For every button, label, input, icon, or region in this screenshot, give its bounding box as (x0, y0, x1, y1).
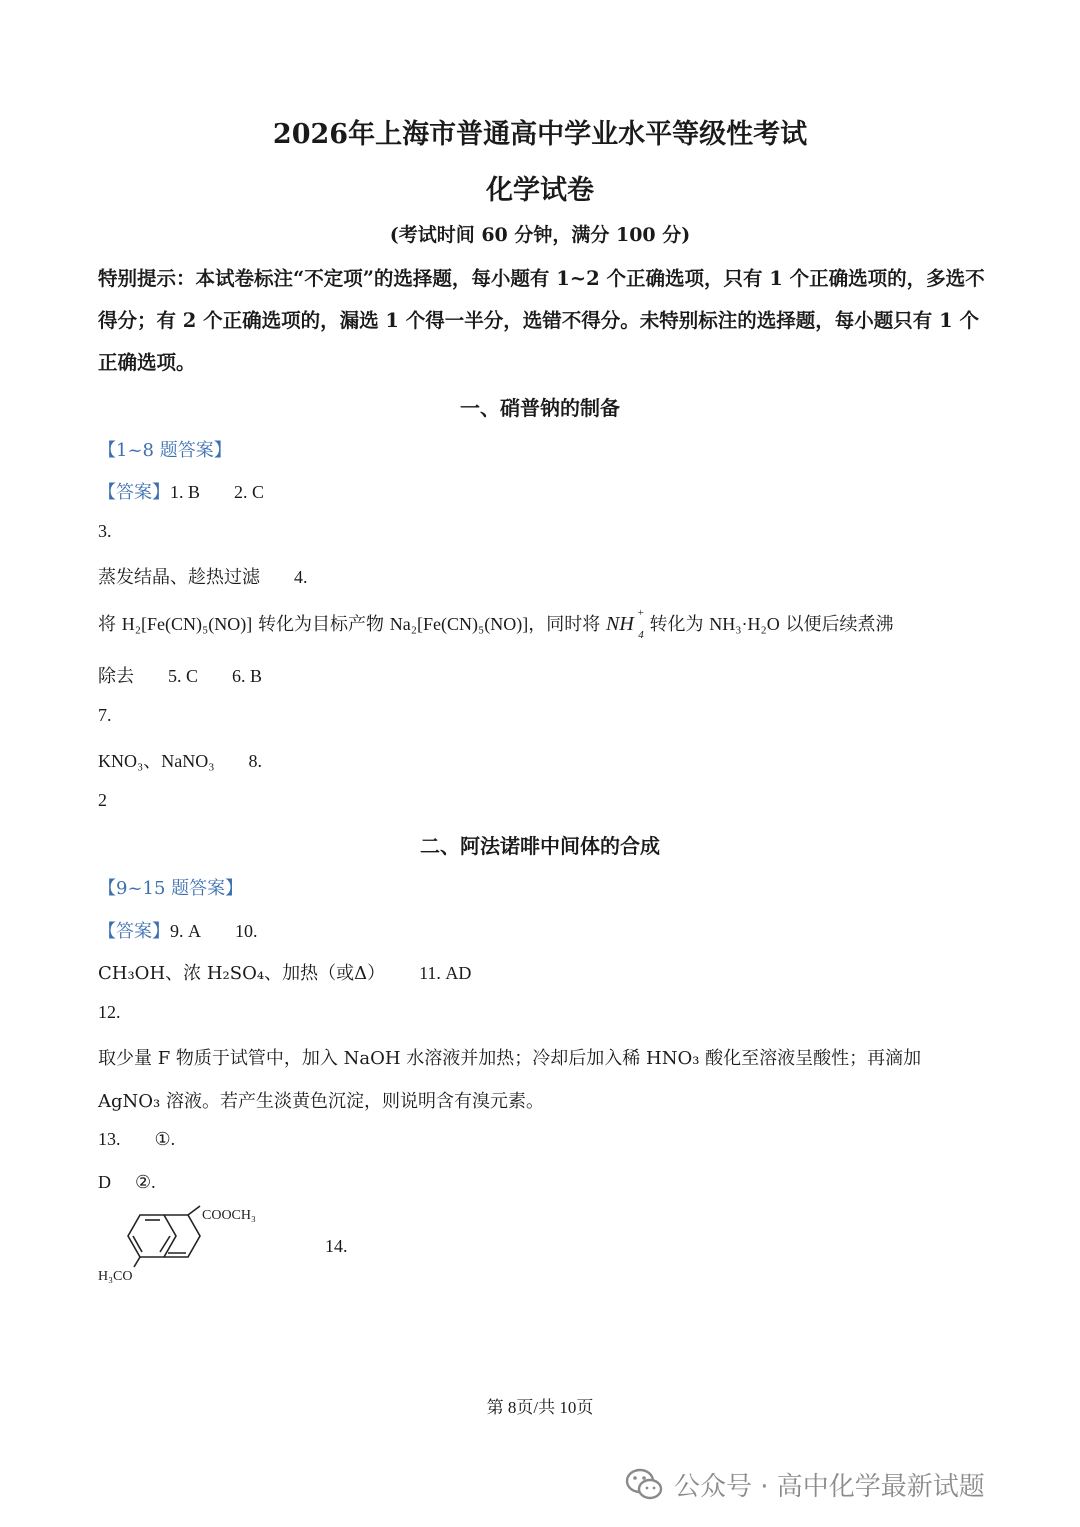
question-13-sub1: ①. (154, 1129, 176, 1149)
answer-label: 【答案】 (98, 482, 170, 502)
question-12: 12. (98, 1002, 121, 1022)
answer-line-7-8 (98, 747, 262, 773)
answer-line-4-6 (98, 662, 262, 688)
answer-4-part4: 转化为 (649, 614, 704, 635)
answer-12-line1: 取少量 F 物质于试管中，加入 NaOH 水溶液并加热；冷却后加入稀 HNO₃ 酸化至溶液呈酸性；再滴加 (98, 1048, 922, 1069)
section2-heading: 二、阿法诺啡中间体的合成 (420, 834, 660, 858)
answer-13-line (98, 1172, 156, 1193)
page-subtitle: 化学试卷 (486, 175, 594, 206)
question-10: 10. (235, 921, 258, 941)
question-14: 14. (325, 1236, 348, 1256)
question-13-line (98, 1129, 175, 1150)
answer-11: 11. AD (419, 963, 472, 983)
answer-12-line2: AgNO₃ 溶液。若产生淡黄色沉淀，则说明含有溴元素。 (98, 1091, 544, 1112)
ester-group-label: COOCH₃ (202, 1208, 256, 1223)
answer-label: 【答案】 (98, 921, 170, 941)
question-8: 8. (248, 751, 263, 771)
answer-3: 蒸发结晶、趁热过滤 (98, 567, 260, 588)
answer-9: 9. A (170, 921, 201, 941)
answer-line-1-2 (98, 478, 264, 504)
exam-info: (考试时间 60 分钟，满分 100 分) (389, 224, 691, 246)
formula-nh3-h2o: NH₃·H₂O (709, 614, 780, 634)
page-footer: 第 8页/共 10页 (486, 1398, 594, 1417)
watermark-text: 公众号 · 高中化学最新试题 (674, 1471, 985, 1502)
answer-6: 6. B (232, 666, 263, 686)
special-notice: 特别提示：本试卷标注“不定项”的选择题，每小题有 1~2 个正确选项，只有 1 个正确选项的，多选不得分；有 2 个正确选项的，漏选 1 个得一半分，选错不得分。未特别标注的选择题，每小题只有 1 个正确选项。 (98, 267, 985, 374)
question-13-sub2: ②. (135, 1172, 156, 1192)
answer-4-line (98, 607, 894, 641)
answer-4-part5: 以便后续煮沸 (785, 614, 894, 635)
answer-10: CH₃OH、浓 H₂SO₄、加热（或Δ） (98, 963, 386, 984)
answer-4-continued: 除去 (98, 666, 134, 687)
answer-4-part2: 转化为目标产物 (258, 614, 384, 635)
wechat-icon (624, 1464, 664, 1504)
answer-1: 1. B (170, 482, 201, 502)
watermark (624, 1464, 985, 1504)
question-3: 3. (98, 521, 112, 541)
question-13: 13. (98, 1129, 121, 1149)
section1-range-label: 【1~8 题答案】 (98, 440, 232, 461)
answer-2: 2. C (234, 482, 265, 502)
formula-na2-fe-cn5-no: Na₂[Fe(CN)₅(NO)] (389, 614, 529, 634)
dihydronaphthalene-structure-diagram (96, 1203, 296, 1293)
answer-8: 2 (98, 790, 107, 810)
answer-13-1: D (98, 1172, 111, 1192)
question-4: 4. (294, 567, 308, 587)
answer-4-part1: 将 (98, 614, 116, 635)
answer-line-10-11 (98, 959, 471, 985)
formula-h2-fe-cn5-no: H₂[Fe(CN)₅(NO)] (121, 614, 253, 634)
section2-range-label: 【9~15 题答案】 (98, 878, 244, 899)
answer-line-9-10 (98, 917, 258, 943)
methoxy-group-label: H₃CO (98, 1269, 133, 1284)
ammonium-ion-formula: NH + 4 (605, 607, 644, 641)
section1-heading: 一、硝普钠的制备 (460, 396, 620, 420)
page-title: 2026年上海市普通高中学业水平等级性考试 (272, 119, 808, 150)
question-7: 7. (98, 705, 112, 725)
answer-line-3-4 (98, 563, 308, 589)
answer-5: 5. C (168, 666, 199, 686)
answer-4-part3: ，同时将 (528, 614, 601, 635)
answer-7: KNO₃、NaNO₃ (98, 751, 215, 771)
